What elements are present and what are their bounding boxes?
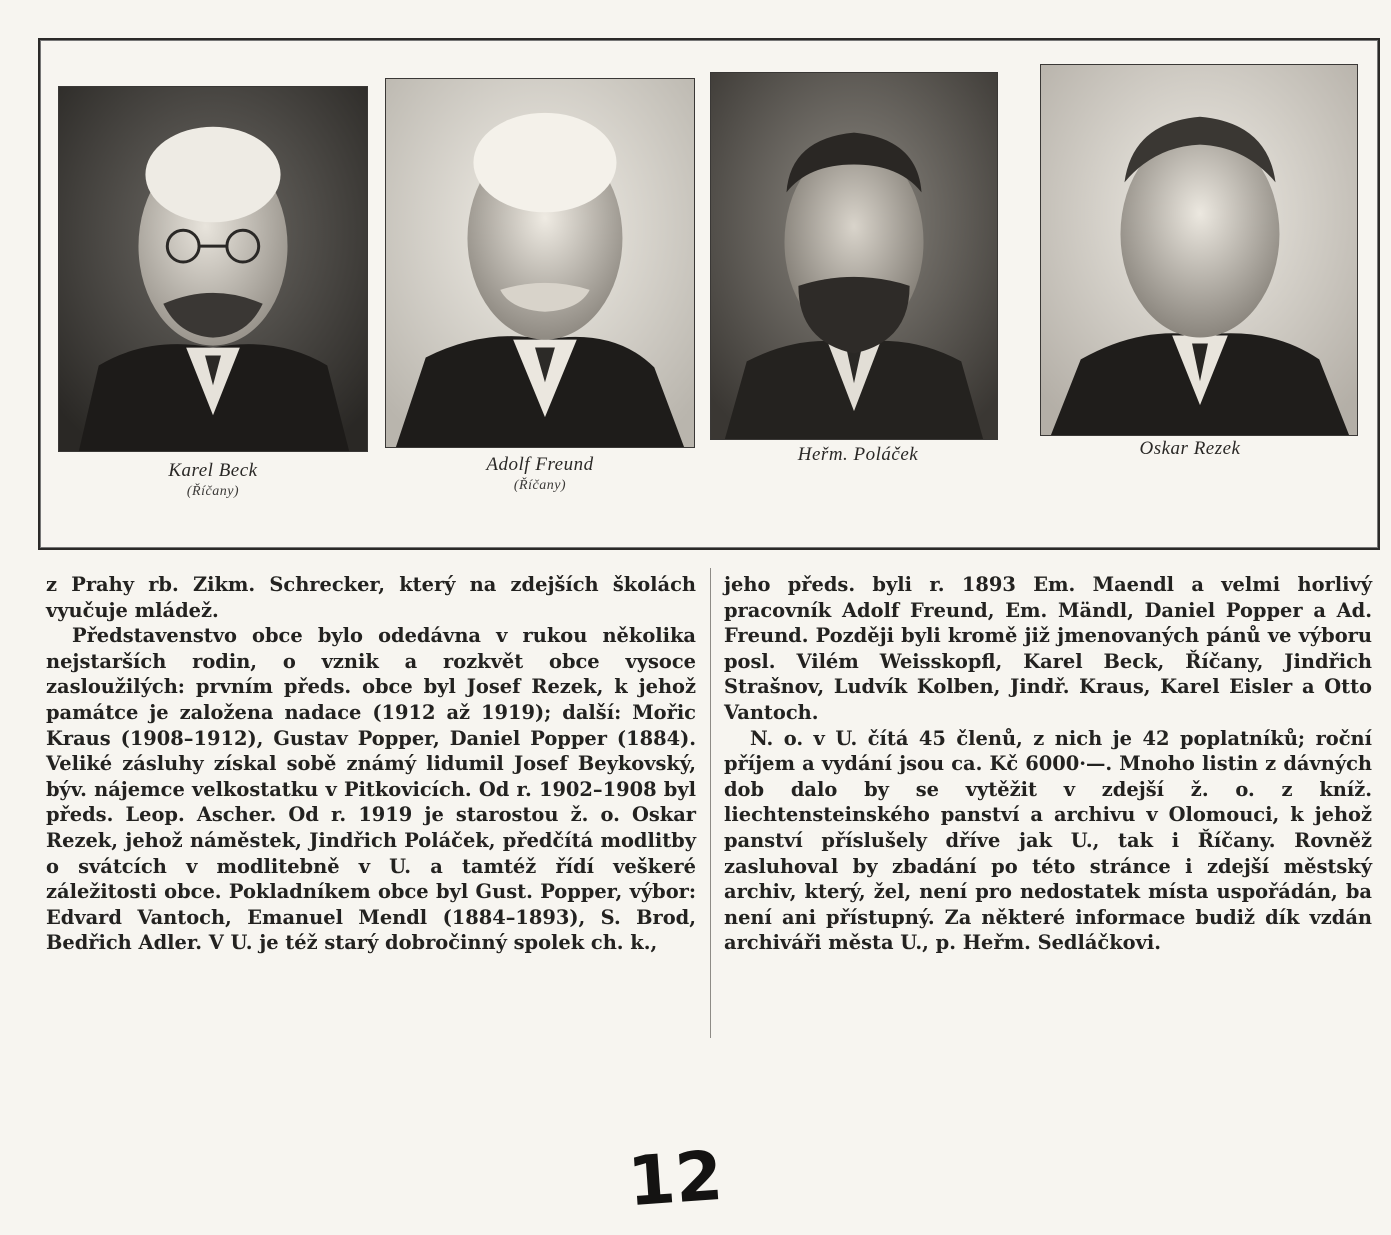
portrait-place-1: (Říčany) [186,484,240,499]
portrait-name-2: Adolf Freund [486,454,594,475]
portrait-place-2: (Říčany) [513,478,567,493]
portrait-caption-2 [440,454,640,494]
portrait-name-1: Karel Beck [168,460,258,481]
portrait-caption-1 [118,460,308,500]
column-divider [710,568,711,1038]
portrait-caption-4 [1090,438,1290,462]
paragraph: z Prahy rb. Zikm. Schrecker, který na zdejších školách vyučuje mládež. [46,573,696,622]
paragraph: jeho předs. byli r. 1893 Em. Maendl a velmi horlivý pracovník Adolf Freund, Em. Mändl, Daniel Popper a Ad. Freund. Později byli kromě již jmenovaných pánů ve výboru posl. Vilém Weisskopfl, Karel Beck, Říčany, Jindřich Strašnov, Ludvík Kolben, Jindř. Kraus, Karel Eisler a Otto Vantoch. [724,573,1372,724]
paragraph: Představenstvo obce bylo odedávna v rukou několika nejstarších rodin, o vznik a rozkvět obce vysoce zasloužilých: prvním předs. obce byl Josef Rezek, k jehož památce je založena nadace (1912 až 1919); další: Mořic Kraus (1908–1912), Gustav Popper, Daniel Popper (1884). Veliké zásluhy získal sobě známý lidumil Josef Beykovský, býv. nájemce velkostatku v Pitkovicích. Od r. 1902–1908 byl předs. Leop. Ascher. Od r. 1919 je starostou ž. o. Oskar Rezek, jehož náměstek, Jindřich Poláček, předčítá modlitby o svátcích v modlitebně v U. a tamtéž řídí veškeré záležitosti obce. Pokladníkem obce byl Gust. Popper, výbor: Edvard Vantoch, Emanuel Mendl (1884–1893), S. Brod, Bedřich Adler. V U. je též starý dobročinný spolek ch. k., [46,624,696,955]
portrait-caption-3 [758,444,958,468]
page-number: 12 [625,1136,726,1223]
text-column-right [724,572,1372,956]
portrait-name-3: Heřm. Poláček [797,444,919,465]
portrait-photo-4 [1040,64,1358,436]
portrait-photo-2 [385,78,695,448]
text-column-left [46,572,696,956]
portrait-photo-3 [710,72,998,440]
portrait-name-4: Oskar Rezek [1139,438,1241,459]
paragraph: N. o. v U. čítá 45 členů, z nich je 42 poplatníků; roční příjem a vydání jsou ca. Kč 6000·—. Mnoho listin z dávných dob dalo by se vytěžit v zdejší ž. o. z kníž. liechtensteinského panství a archivu v Olomouci, k jehož panství příslušely dříve jak U., tak i Říčany. Rovněž zasluhoval by zbadání po této stránce i zdejší městský archiv, který, žel, není pro nedostatek místa uspořádán, ba není ani přístupný. Za některé informace budiž dík vzdán archiváři města U., p. Heřm. Sedláčkovi. [724,726,1372,955]
portrait-photo-1 [58,86,368,452]
